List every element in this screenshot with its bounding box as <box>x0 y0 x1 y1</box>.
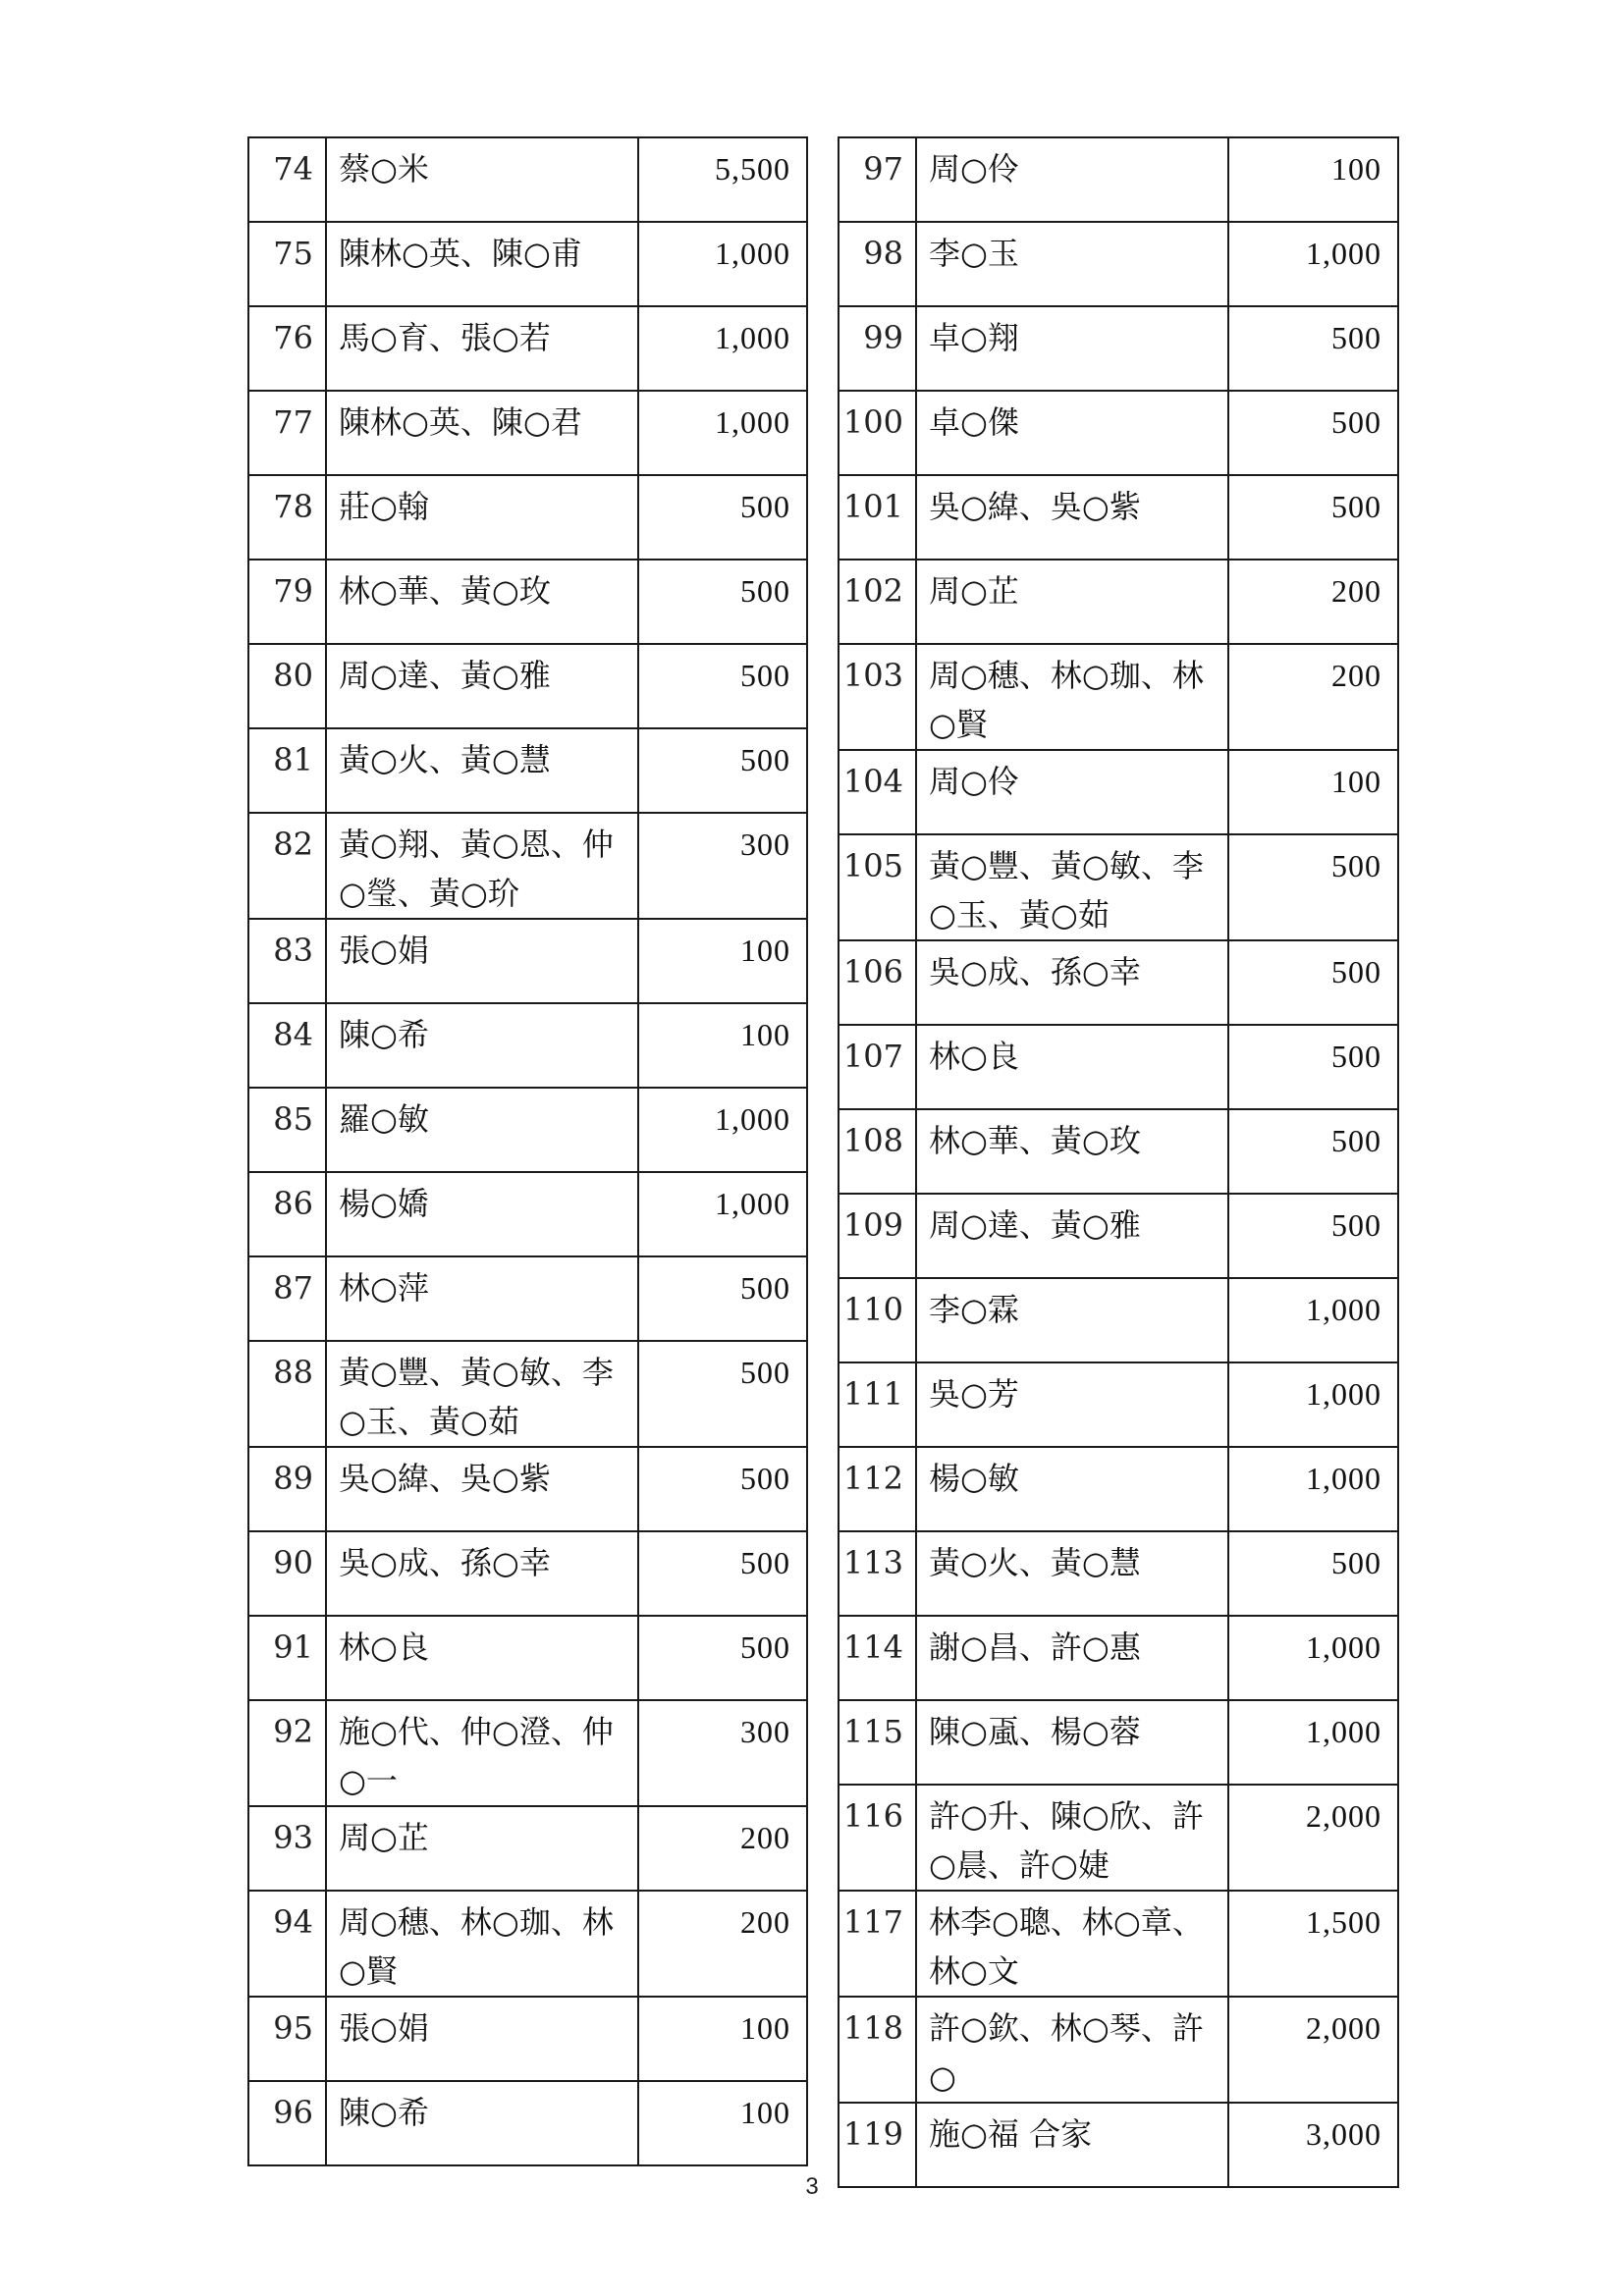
row-number: 109 <box>839 1194 916 1278</box>
row-number: 114 <box>839 1616 916 1700</box>
donor-name: 黃○豐、黃○敏、李○玉、黃○茹 <box>916 834 1228 940</box>
table-row <box>839 137 1398 222</box>
table-row <box>839 560 1398 644</box>
row-number: 98 <box>839 222 916 306</box>
donor-name: 許○升、陳○欣、許○晨、許○婕 <box>916 1785 1228 1891</box>
donation-amount: 200 <box>638 1806 807 1891</box>
donor-name: 陳○希 <box>326 2081 638 2165</box>
donor-name: 張○娟 <box>326 1997 638 2081</box>
donation-amount: 500 <box>1228 1109 1398 1194</box>
table-row <box>248 1997 807 2081</box>
row-number: 104 <box>839 750 916 834</box>
donor-name: 莊○翰 <box>326 475 638 560</box>
donation-amount: 500 <box>638 1616 807 1700</box>
table-row <box>248 813 807 919</box>
row-number: 85 <box>248 1088 326 1172</box>
row-number: 94 <box>248 1891 326 1997</box>
donor-name: 吳○成、孫○幸 <box>326 1531 638 1616</box>
row-number: 87 <box>248 1256 326 1341</box>
table-row <box>839 1785 1398 1891</box>
donor-name: 林○良 <box>326 1616 638 1700</box>
page-number: 3 <box>805 2173 819 2200</box>
table-row <box>839 1891 1398 1997</box>
row-number: 88 <box>248 1341 326 1447</box>
table-row <box>839 1109 1398 1194</box>
donation-amount: 200 <box>1228 644 1398 750</box>
donation-amount: 1,000 <box>1228 1447 1398 1531</box>
donor-name: 吳○緯、吳○紫 <box>916 475 1228 560</box>
table-row <box>248 222 807 306</box>
table-row <box>248 1341 807 1447</box>
donation-amount: 1,000 <box>638 1172 807 1256</box>
table-row <box>839 1194 1398 1278</box>
donation-amount: 5,500 <box>638 137 807 222</box>
donor-name: 謝○昌、許○惠 <box>916 1616 1228 1700</box>
donation-amount: 500 <box>1228 940 1398 1025</box>
row-number: 110 <box>839 1278 916 1362</box>
table-row <box>248 391 807 475</box>
row-number: 113 <box>839 1531 916 1616</box>
donor-name: 周○芷 <box>916 560 1228 644</box>
table-row <box>839 1531 1398 1616</box>
row-number: 81 <box>248 728 326 813</box>
table-row <box>839 475 1398 560</box>
row-number: 101 <box>839 475 916 560</box>
donation-amount: 200 <box>1228 560 1398 644</box>
donation-amount: 500 <box>638 1341 807 1447</box>
row-number: 115 <box>839 1700 916 1785</box>
donation-amount: 500 <box>638 1531 807 1616</box>
donation-amount: 100 <box>638 2081 807 2165</box>
row-number: 100 <box>839 391 916 475</box>
donation-amount: 100 <box>1228 137 1398 222</box>
row-number: 83 <box>248 919 326 1003</box>
row-number: 96 <box>248 2081 326 2165</box>
table-row <box>839 1997 1398 2103</box>
row-number: 108 <box>839 1109 916 1194</box>
donor-name: 黃○火、黃○慧 <box>326 728 638 813</box>
donation-amount: 500 <box>1228 1025 1398 1109</box>
table-row <box>839 222 1398 306</box>
row-number: 97 <box>839 137 916 222</box>
donor-name: 施○代、仲○澄、仲○一 <box>326 1700 638 1806</box>
row-number: 118 <box>839 1997 916 2103</box>
donation-amount: 500 <box>1228 834 1398 940</box>
donation-amount: 500 <box>638 644 807 728</box>
row-number: 78 <box>248 475 326 560</box>
donor-name: 陳○希 <box>326 1003 638 1088</box>
table-row <box>839 1700 1398 1785</box>
table-row <box>248 137 807 222</box>
donation-amount: 500 <box>638 560 807 644</box>
row-number: 80 <box>248 644 326 728</box>
donation-amount: 1,000 <box>638 222 807 306</box>
donor-name: 陳林○英、陳○君 <box>326 391 638 475</box>
donor-name: 馬○育、張○若 <box>326 306 638 391</box>
table-row <box>248 1616 807 1700</box>
donor-name: 周○伶 <box>916 750 1228 834</box>
donation-amount: 300 <box>638 1700 807 1806</box>
row-number: 79 <box>248 560 326 644</box>
donation-amount: 500 <box>1228 306 1398 391</box>
row-number: 106 <box>839 940 916 1025</box>
row-number: 107 <box>839 1025 916 1109</box>
donation-amount: 100 <box>1228 750 1398 834</box>
donation-amount: 1,000 <box>638 391 807 475</box>
donor-name: 林○萍 <box>326 1256 638 1341</box>
donation-amount: 500 <box>1228 475 1398 560</box>
donation-amount: 200 <box>638 1891 807 1997</box>
table-row <box>839 834 1398 940</box>
donation-amount: 100 <box>638 1997 807 2081</box>
donor-name: 蔡○米 <box>326 137 638 222</box>
donation-amount: 500 <box>1228 1531 1398 1616</box>
table-row <box>248 1088 807 1172</box>
donor-name: 楊○敏 <box>916 1447 1228 1531</box>
donor-table-left-body <box>248 137 807 2165</box>
donor-name: 楊○嬌 <box>326 1172 638 1256</box>
table-row <box>839 1362 1398 1447</box>
donor-name: 李○霖 <box>916 1278 1228 1362</box>
donation-amount: 500 <box>638 475 807 560</box>
table-row <box>248 1003 807 1088</box>
donor-table-right <box>838 136 1399 2188</box>
donation-amount: 500 <box>638 1447 807 1531</box>
table-row <box>248 1172 807 1256</box>
donor-name: 吳○緯、吳○紫 <box>326 1447 638 1531</box>
row-number: 77 <box>248 391 326 475</box>
donor-name: 周○達、黃○雅 <box>916 1194 1228 1278</box>
row-number: 95 <box>248 1997 326 2081</box>
donor-name: 施○福 合家 <box>916 2103 1228 2187</box>
table-row <box>248 1891 807 1997</box>
row-number: 99 <box>839 306 916 391</box>
donor-name: 李○玉 <box>916 222 1228 306</box>
donor-name: 林○華、黃○玫 <box>916 1109 1228 1194</box>
donor-name: 林○良 <box>916 1025 1228 1109</box>
table-row <box>248 728 807 813</box>
donor-name: 黃○翔、黃○恩、仲○瑩、黃○玠 <box>326 813 638 919</box>
donor-name: 陳○颪、楊○蓉 <box>916 1700 1228 1785</box>
table-row <box>248 644 807 728</box>
donor-name: 羅○敏 <box>326 1088 638 1172</box>
donor-name: 周○達、黃○雅 <box>326 644 638 728</box>
row-number: 76 <box>248 306 326 391</box>
table-row <box>248 560 807 644</box>
donor-name: 張○娟 <box>326 919 638 1003</box>
row-number: 111 <box>839 1362 916 1447</box>
table-row <box>248 919 807 1003</box>
table-row <box>248 2081 807 2165</box>
donation-amount: 500 <box>638 728 807 813</box>
row-number: 117 <box>839 1891 916 1997</box>
row-number: 102 <box>839 560 916 644</box>
row-number: 82 <box>248 813 326 919</box>
donor-name: 吳○芳 <box>916 1362 1228 1447</box>
table-row <box>839 1025 1398 1109</box>
donation-amount: 300 <box>638 813 807 919</box>
table-row <box>839 940 1398 1025</box>
donation-amount: 1,000 <box>1228 1278 1398 1362</box>
row-number: 89 <box>248 1447 326 1531</box>
donation-amount: 100 <box>638 919 807 1003</box>
row-number: 91 <box>248 1616 326 1700</box>
donor-name: 周○芷 <box>326 1806 638 1891</box>
donor-name: 周○穗、林○珈、林○賢 <box>326 1891 638 1997</box>
donation-amount: 500 <box>638 1256 807 1341</box>
donor-name: 陳林○英、陳○甫 <box>326 222 638 306</box>
table-row <box>839 1447 1398 1531</box>
donation-amount: 100 <box>638 1003 807 1088</box>
donor-name: 周○伶 <box>916 137 1228 222</box>
donation-amount: 1,000 <box>1228 1616 1398 1700</box>
row-number: 116 <box>839 1785 916 1891</box>
table-row <box>839 306 1398 391</box>
donation-amount: 500 <box>1228 1194 1398 1278</box>
row-number: 74 <box>248 137 326 222</box>
donation-amount: 1,000 <box>1228 1700 1398 1785</box>
donor-name: 周○穗、林○珈、林○賢 <box>916 644 1228 750</box>
row-number: 112 <box>839 1447 916 1531</box>
donor-name: 卓○傑 <box>916 391 1228 475</box>
donation-amount: 1,000 <box>1228 1362 1398 1447</box>
donor-name: 許○欽、林○琴、許○ <box>916 1997 1228 2103</box>
donation-amount: 1,000 <box>638 1088 807 1172</box>
donation-amount: 500 <box>1228 391 1398 475</box>
donation-amount: 1,000 <box>1228 222 1398 306</box>
table-row <box>248 475 807 560</box>
table-row <box>248 1806 807 1891</box>
donor-name: 吳○成、孫○幸 <box>916 940 1228 1025</box>
donation-amount: 3,000 <box>1228 2103 1398 2187</box>
table-row <box>248 1256 807 1341</box>
row-number: 105 <box>839 834 916 940</box>
donation-amount: 1,000 <box>638 306 807 391</box>
donor-table-right-body <box>839 137 1398 2187</box>
donation-amount: 1,500 <box>1228 1891 1398 1997</box>
row-number: 90 <box>248 1531 326 1616</box>
row-number: 93 <box>248 1806 326 1891</box>
table-row <box>839 391 1398 475</box>
table-row <box>248 306 807 391</box>
table-row <box>839 644 1398 750</box>
row-number: 75 <box>248 222 326 306</box>
donor-name: 林李○聰、林○章、林○文 <box>916 1891 1228 1997</box>
donor-name: 卓○翔 <box>916 306 1228 391</box>
donor-name: 林○華、黃○玫 <box>326 560 638 644</box>
table-row <box>839 1616 1398 1700</box>
row-number: 103 <box>839 644 916 750</box>
row-number: 119 <box>839 2103 916 2187</box>
table-row <box>248 1447 807 1531</box>
table-row <box>839 750 1398 834</box>
table-row <box>248 1700 807 1806</box>
table-row <box>248 1531 807 1616</box>
row-number: 92 <box>248 1700 326 1806</box>
donor-name: 黃○火、黃○慧 <box>916 1531 1228 1616</box>
row-number: 84 <box>248 1003 326 1088</box>
row-number: 86 <box>248 1172 326 1256</box>
donor-table-left <box>247 136 808 2166</box>
table-row <box>839 1278 1398 1362</box>
donation-amount: 2,000 <box>1228 1997 1398 2103</box>
donation-amount: 2,000 <box>1228 1785 1398 1891</box>
donor-name: 黃○豐、黃○敏、李○玉、黃○茹 <box>326 1341 638 1447</box>
